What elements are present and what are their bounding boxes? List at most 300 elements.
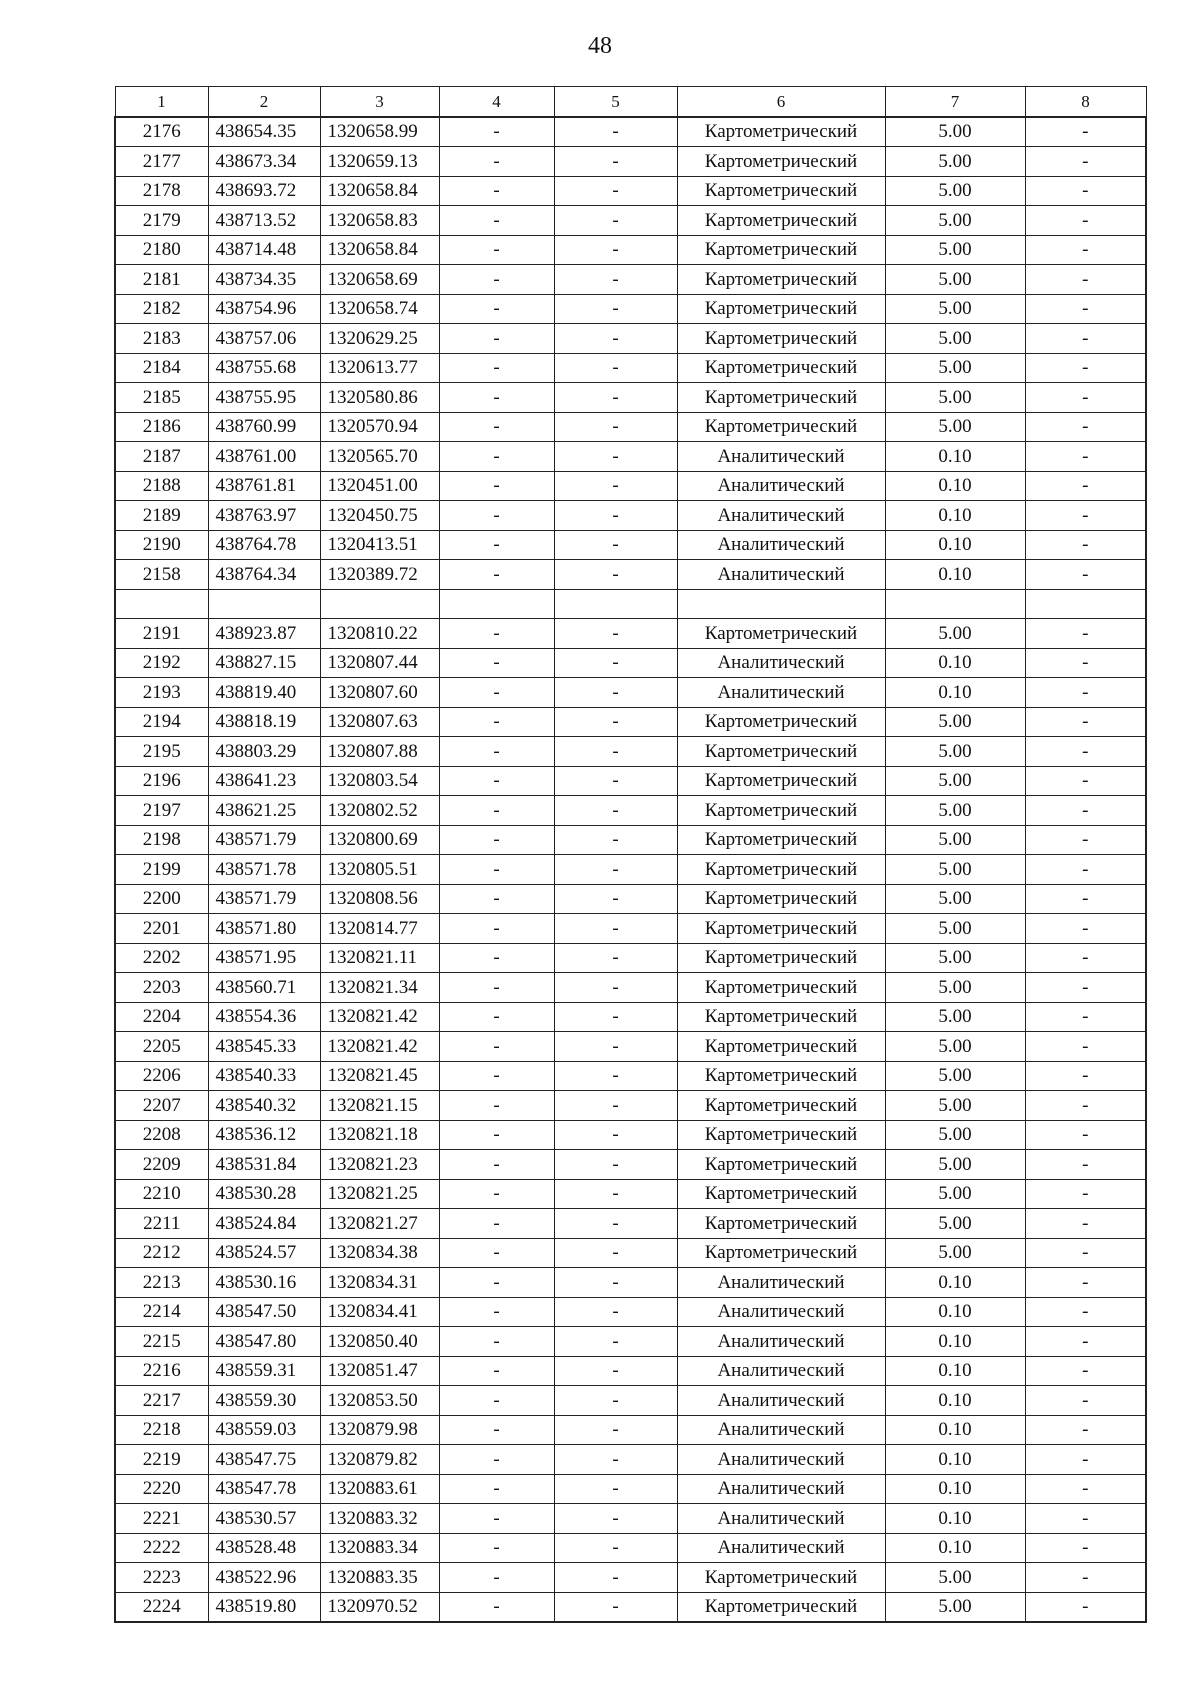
table-cell: 2197 — [115, 796, 208, 826]
table-cell: - — [439, 1504, 554, 1534]
table-row — [115, 1356, 1146, 1386]
table-cell: Картометрический — [677, 1091, 885, 1121]
table-cell: 1320807.60 — [320, 678, 439, 708]
table-cell: 438754.96 — [208, 294, 320, 324]
table-cell: 438763.97 — [208, 501, 320, 531]
table-cell: 0.10 — [885, 1504, 1025, 1534]
table-cell: 438764.34 — [208, 560, 320, 590]
table-cell: 5.00 — [885, 973, 1025, 1003]
table-cell: 2204 — [115, 1002, 208, 1032]
table-cell: - — [554, 560, 677, 590]
table-cell: - — [554, 707, 677, 737]
table-cell: - — [1025, 1002, 1146, 1032]
table-cell: Аналитический — [677, 678, 885, 708]
table-cell: - — [1025, 1386, 1146, 1416]
table-row — [115, 235, 1146, 265]
table-cell: 438524.57 — [208, 1238, 320, 1268]
table-cell: - — [554, 383, 677, 413]
table-cell: Аналитический — [677, 1415, 885, 1445]
table-cell: - — [554, 1327, 677, 1357]
table-cell: 1320629.25 — [320, 324, 439, 354]
table-cell: 1320821.42 — [320, 1032, 439, 1062]
table-cell: - — [439, 560, 554, 590]
table-cell: - — [439, 235, 554, 265]
table-cell: 5.00 — [885, 265, 1025, 295]
table-cell: 1320580.86 — [320, 383, 439, 413]
table-cell: 438528.48 — [208, 1533, 320, 1563]
table-cell: 1320821.25 — [320, 1179, 439, 1209]
table-row — [115, 1268, 1146, 1298]
table-cell: 2196 — [115, 766, 208, 796]
table-cell: 2213 — [115, 1268, 208, 1298]
table-cell: 2216 — [115, 1356, 208, 1386]
table-cell: - — [439, 530, 554, 560]
table-cell: 1320850.40 — [320, 1327, 439, 1357]
table-row — [115, 1209, 1146, 1239]
table-cell: - — [1025, 501, 1146, 531]
table-cell: 2198 — [115, 825, 208, 855]
table-cell: 2215 — [115, 1327, 208, 1357]
table-row — [115, 766, 1146, 796]
table-cell: - — [1025, 294, 1146, 324]
table-cell: - — [1025, 914, 1146, 944]
table-cell: - — [554, 1445, 677, 1475]
table-row — [115, 1120, 1146, 1150]
table-cell: Картометрический — [677, 1563, 885, 1593]
table-row — [115, 294, 1146, 324]
table-row — [115, 1474, 1146, 1504]
table-cell: 438571.79 — [208, 884, 320, 914]
table-cell: 1320879.98 — [320, 1415, 439, 1445]
table-cell: Аналитический — [677, 1474, 885, 1504]
table-cell: - — [439, 1002, 554, 1032]
table-cell: Картометрический — [677, 176, 885, 206]
table-cell: - — [554, 1356, 677, 1386]
table-cell: - — [1025, 235, 1146, 265]
table-row — [115, 1415, 1146, 1445]
table-cell: Картометрический — [677, 1032, 885, 1062]
table-cell: 5.00 — [885, 1150, 1025, 1180]
table-cell: 438755.68 — [208, 353, 320, 383]
table-row — [115, 1533, 1146, 1563]
table-cell: - — [439, 707, 554, 737]
table-cell: 0.10 — [885, 648, 1025, 678]
table-cell: Картометрический — [677, 265, 885, 295]
table-cell: 1320565.70 — [320, 442, 439, 472]
table-cell: 5.00 — [885, 1238, 1025, 1268]
table-cell: 2219 — [115, 1445, 208, 1475]
table-cell: 1320883.32 — [320, 1504, 439, 1534]
table-cell: 2194 — [115, 707, 208, 737]
table-cell: - — [439, 914, 554, 944]
table-cell: 1320810.22 — [320, 619, 439, 649]
table-cell: - — [1025, 1238, 1146, 1268]
table-cell: 438923.87 — [208, 619, 320, 649]
table-cell: 1320450.75 — [320, 501, 439, 531]
table-row — [115, 825, 1146, 855]
table-cell: - — [439, 1386, 554, 1416]
table-cell: Картометрический — [677, 884, 885, 914]
table-cell: 438571.78 — [208, 855, 320, 885]
table-cell: 2223 — [115, 1563, 208, 1593]
table-cell: 438571.95 — [208, 943, 320, 973]
table-cell: 438540.33 — [208, 1061, 320, 1091]
table-row — [115, 884, 1146, 914]
table-cell: Картометрический — [677, 1061, 885, 1091]
table-cell: - — [439, 324, 554, 354]
table-cell: - — [439, 501, 554, 531]
table-cell: - — [1025, 766, 1146, 796]
table-cell: Аналитический — [677, 1327, 885, 1357]
column-header: 5 — [554, 87, 677, 117]
table-cell: 438641.23 — [208, 766, 320, 796]
table-cell: 5.00 — [885, 1179, 1025, 1209]
table-cell: 1320821.15 — [320, 1091, 439, 1121]
table-cell: Картометрический — [677, 206, 885, 236]
table-cell: - — [554, 1268, 677, 1298]
table-cell: 1320879.82 — [320, 1445, 439, 1475]
table-cell: - — [1025, 206, 1146, 236]
table-cell: 2189 — [115, 501, 208, 531]
table-cell: 438673.34 — [208, 147, 320, 177]
table-cell: - — [554, 766, 677, 796]
table-cell: - — [554, 678, 677, 708]
table-row — [115, 973, 1146, 1003]
table-cell: Картометрический — [677, 147, 885, 177]
table-row — [115, 1179, 1146, 1209]
table-cell: 438755.95 — [208, 383, 320, 413]
table-cell: 1320821.27 — [320, 1209, 439, 1239]
table-cell — [677, 589, 885, 619]
table-cell: Картометрический — [677, 1238, 885, 1268]
table-cell: - — [439, 825, 554, 855]
table-cell: 1320814.77 — [320, 914, 439, 944]
table-cell: 438530.16 — [208, 1268, 320, 1298]
table-cell: 438522.96 — [208, 1563, 320, 1593]
table-cell: Картометрический — [677, 324, 885, 354]
table-cell: - — [1025, 324, 1146, 354]
table-row — [115, 914, 1146, 944]
table-cell: - — [439, 1238, 554, 1268]
table-cell: - — [1025, 442, 1146, 472]
table-row — [115, 176, 1146, 206]
table-cell: - — [1025, 1061, 1146, 1091]
table-cell: Аналитический — [677, 1268, 885, 1298]
table-cell: 2182 — [115, 294, 208, 324]
table-cell: - — [554, 619, 677, 649]
table-row — [115, 737, 1146, 767]
table-cell: - — [554, 943, 677, 973]
table-cell: Картометрический — [677, 737, 885, 767]
table-cell: - — [1025, 1356, 1146, 1386]
column-header: 8 — [1025, 87, 1146, 117]
table-cell: - — [439, 973, 554, 1003]
table-cell: Картометрический — [677, 1209, 885, 1239]
table-cell: Аналитический — [677, 1356, 885, 1386]
table-cell: 5.00 — [885, 619, 1025, 649]
table-cell: - — [1025, 1268, 1146, 1298]
table-cell: 2187 — [115, 442, 208, 472]
table-cell: 2209 — [115, 1150, 208, 1180]
table-cell: - — [439, 943, 554, 973]
table-cell: - — [554, 1032, 677, 1062]
table-row — [115, 1592, 1146, 1622]
table-cell: 438559.03 — [208, 1415, 320, 1445]
table-cell: 5.00 — [885, 117, 1025, 147]
table-cell: Картометрический — [677, 412, 885, 442]
table-cell: 1320807.88 — [320, 737, 439, 767]
table-cell: 2206 — [115, 1061, 208, 1091]
table-cell: - — [554, 1150, 677, 1180]
table-cell: 2200 — [115, 884, 208, 914]
table-cell: - — [554, 1061, 677, 1091]
table-cell: - — [439, 1150, 554, 1180]
table-cell: - — [554, 353, 677, 383]
table-cell — [320, 589, 439, 619]
table-cell: - — [1025, 560, 1146, 590]
table-row — [115, 1297, 1146, 1327]
table-cell: 2224 — [115, 1592, 208, 1622]
table-row — [115, 796, 1146, 826]
table-cell: - — [554, 648, 677, 678]
table-cell: Аналитический — [677, 1386, 885, 1416]
table-cell: 2211 — [115, 1209, 208, 1239]
page-number: 48 — [588, 33, 612, 59]
table-cell: 5.00 — [885, 1061, 1025, 1091]
table-cell: - — [554, 973, 677, 1003]
table-cell: 1320821.42 — [320, 1002, 439, 1032]
table-cell: 5.00 — [885, 206, 1025, 236]
table-cell: 2177 — [115, 147, 208, 177]
table-cell: Картометрический — [677, 855, 885, 885]
table-cell: - — [554, 117, 677, 147]
table-row — [115, 589, 1146, 619]
table-cell: - — [1025, 1533, 1146, 1563]
table-cell: 1320800.69 — [320, 825, 439, 855]
table-cell: 438530.57 — [208, 1504, 320, 1534]
table-cell: 5.00 — [885, 825, 1025, 855]
table-cell: - — [554, 1120, 677, 1150]
table-cell: - — [554, 324, 677, 354]
table-cell: 2208 — [115, 1120, 208, 1150]
table-cell: 438560.71 — [208, 973, 320, 1003]
table-cell: 438757.06 — [208, 324, 320, 354]
table-cell: - — [554, 235, 677, 265]
table-cell: Аналитический — [677, 1504, 885, 1534]
table-cell: 0.10 — [885, 442, 1025, 472]
table-cell: 2191 — [115, 619, 208, 649]
table-cell — [1025, 589, 1146, 619]
table-cell: 2184 — [115, 353, 208, 383]
table-row — [115, 324, 1146, 354]
column-header: 2 — [208, 87, 320, 117]
table-cell: - — [439, 442, 554, 472]
table-cell: - — [1025, 1327, 1146, 1357]
table-cell: - — [554, 1563, 677, 1593]
table-cell: - — [554, 1386, 677, 1416]
table-cell: - — [439, 1209, 554, 1239]
table-row — [115, 707, 1146, 737]
column-header: 6 — [677, 87, 885, 117]
table-cell: - — [439, 117, 554, 147]
table-cell: 438547.78 — [208, 1474, 320, 1504]
table-row — [115, 855, 1146, 885]
table-header-row — [115, 87, 1146, 117]
table-cell: 5.00 — [885, 294, 1025, 324]
table-cell: 438654.35 — [208, 117, 320, 147]
table-row — [115, 1563, 1146, 1593]
table-cell: Картометрический — [677, 383, 885, 413]
table-cell: - — [554, 737, 677, 767]
table-cell: - — [439, 1327, 554, 1357]
table-row — [115, 1445, 1146, 1475]
table-cell: 438547.80 — [208, 1327, 320, 1357]
table-cell: 1320805.51 — [320, 855, 439, 885]
table-body — [115, 117, 1146, 1623]
table-row — [115, 442, 1146, 472]
table-cell: Картометрический — [677, 294, 885, 324]
table-cell: 0.10 — [885, 1297, 1025, 1327]
table-row — [115, 619, 1146, 649]
table-cell: 1320802.52 — [320, 796, 439, 826]
table-cell: 2176 — [115, 117, 208, 147]
table-cell: 438531.84 — [208, 1150, 320, 1180]
table-cell: - — [1025, 530, 1146, 560]
table-cell: 2203 — [115, 973, 208, 1003]
table-row — [115, 1386, 1146, 1416]
table-cell: 0.10 — [885, 1415, 1025, 1445]
table-cell: - — [1025, 265, 1146, 295]
table-cell: - — [1025, 1120, 1146, 1150]
table-cell: 5.00 — [885, 855, 1025, 885]
table-cell: - — [1025, 1091, 1146, 1121]
table-cell: - — [439, 147, 554, 177]
table-cell: - — [554, 265, 677, 295]
table-row — [115, 1150, 1146, 1180]
table-cell: 2212 — [115, 1238, 208, 1268]
table-cell: - — [554, 471, 677, 501]
table-cell: - — [1025, 1297, 1146, 1327]
table-cell: 5.00 — [885, 1563, 1025, 1593]
table-cell: 0.10 — [885, 501, 1025, 531]
table-cell: - — [439, 1268, 554, 1298]
table-cell: 1320821.45 — [320, 1061, 439, 1091]
table-cell: 5.00 — [885, 737, 1025, 767]
table-cell: 5.00 — [885, 324, 1025, 354]
table-row — [115, 943, 1146, 973]
table-cell: 2181 — [115, 265, 208, 295]
table-cell: 1320821.18 — [320, 1120, 439, 1150]
table-cell: 438734.35 — [208, 265, 320, 295]
table-cell: Картометрический — [677, 1179, 885, 1209]
table-cell: 2214 — [115, 1297, 208, 1327]
table-cell: 438545.33 — [208, 1032, 320, 1062]
table-cell: - — [439, 206, 554, 236]
table-cell: - — [1025, 1150, 1146, 1180]
table-cell: - — [554, 1297, 677, 1327]
table-cell: - — [439, 1120, 554, 1150]
table-cell: - — [439, 737, 554, 767]
table-cell: - — [439, 412, 554, 442]
table-cell: 438524.84 — [208, 1209, 320, 1239]
table-cell: 0.10 — [885, 471, 1025, 501]
table-cell: - — [554, 501, 677, 531]
table-cell: 2210 — [115, 1179, 208, 1209]
table-cell: Аналитический — [677, 501, 885, 531]
table-cell: 438571.80 — [208, 914, 320, 944]
table-cell: - — [554, 1209, 677, 1239]
table-cell: - — [554, 1504, 677, 1534]
table-cell: 1320853.50 — [320, 1386, 439, 1416]
table-cell: - — [554, 412, 677, 442]
table-cell: - — [554, 530, 677, 560]
table-cell: 5.00 — [885, 412, 1025, 442]
table-cell: - — [554, 884, 677, 914]
table-cell: 438559.30 — [208, 1386, 320, 1416]
table-cell: - — [439, 796, 554, 826]
table-cell: - — [554, 1002, 677, 1032]
table-cell: 5.00 — [885, 884, 1025, 914]
table-cell: - — [439, 766, 554, 796]
table-cell: 1320821.23 — [320, 1150, 439, 1180]
table-cell: - — [554, 442, 677, 472]
table-row — [115, 117, 1146, 147]
table-cell: 0.10 — [885, 1386, 1025, 1416]
table-cell: 1320807.63 — [320, 707, 439, 737]
table-cell: 5.00 — [885, 1592, 1025, 1622]
table-row — [115, 471, 1146, 501]
table-cell: 438761.81 — [208, 471, 320, 501]
table-cell: - — [554, 1592, 677, 1622]
table-row — [115, 353, 1146, 383]
table-cell: 1320658.83 — [320, 206, 439, 236]
table-cell: Аналитический — [677, 560, 885, 590]
table-cell: 438827.15 — [208, 648, 320, 678]
table-cell: - — [1025, 1563, 1146, 1593]
table-cell: 2195 — [115, 737, 208, 767]
table-cell: 0.10 — [885, 560, 1025, 590]
table-cell: 438519.80 — [208, 1592, 320, 1622]
table-cell: 1320834.41 — [320, 1297, 439, 1327]
column-header: 4 — [439, 87, 554, 117]
table-cell: - — [439, 1415, 554, 1445]
table-row — [115, 1002, 1146, 1032]
column-header: 7 — [885, 87, 1025, 117]
table-cell: Картометрический — [677, 973, 885, 1003]
table-cell: 1320834.31 — [320, 1268, 439, 1298]
table-cell: - — [1025, 796, 1146, 826]
table-cell: 5.00 — [885, 383, 1025, 413]
table-cell: 2158 — [115, 560, 208, 590]
table-cell: Картометрический — [677, 1592, 885, 1622]
table-cell: - — [439, 383, 554, 413]
table-cell: 438693.72 — [208, 176, 320, 206]
table-cell: - — [1025, 471, 1146, 501]
table-cell: - — [1025, 176, 1146, 206]
table-cell: 5.00 — [885, 1120, 1025, 1150]
table-cell: - — [1025, 1415, 1146, 1445]
table-cell: - — [1025, 855, 1146, 885]
table-cell: 1320834.38 — [320, 1238, 439, 1268]
table-row — [115, 560, 1146, 590]
table-cell: - — [439, 1563, 554, 1593]
table-cell: 2178 — [115, 176, 208, 206]
table-cell: - — [554, 855, 677, 885]
table-cell — [208, 589, 320, 619]
table-cell: - — [554, 796, 677, 826]
table-cell: 5.00 — [885, 176, 1025, 206]
table-cell: 2202 — [115, 943, 208, 973]
